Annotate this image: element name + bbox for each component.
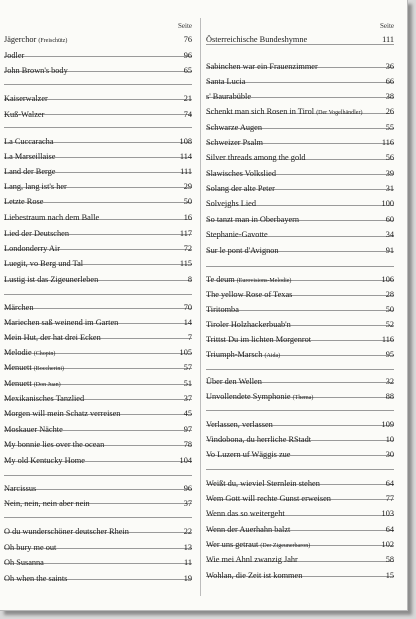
entry-title — [206, 213, 299, 227]
index-entry — [206, 197, 394, 211]
entry-title — [206, 121, 262, 135]
entry-title — [4, 346, 55, 361]
entry-title — [206, 182, 275, 196]
entry-title — [4, 392, 84, 406]
entry-title-text: Unvollendete Symphonie — [206, 392, 291, 401]
index-entry — [4, 497, 192, 511]
entry-page-number: 64 — [385, 525, 394, 534]
entry-title — [206, 390, 313, 405]
index-entry — [206, 136, 394, 150]
entry-title-text: Melodie — [4, 348, 32, 357]
entry-title-text: Land der Berge — [4, 167, 56, 176]
entry-title-text: Nein, nein, nein aber nein — [4, 499, 90, 508]
entry-title-text: My bonnie lies over the ocean — [4, 440, 105, 449]
entry-page-number: 29 — [183, 182, 192, 191]
entry-page-number: 111 — [180, 167, 192, 176]
entry-page-number: 96 — [183, 484, 192, 493]
entry-title-text: Menuett — [4, 363, 32, 372]
entry-subtitle: (Der Zigeunerbaron) — [260, 543, 311, 549]
entry-subtitle: (Boccherini) — [33, 366, 65, 372]
entry-title-text: Luegit, vo Berg und Tal — [4, 259, 84, 268]
seite-header-left: Seite — [178, 22, 192, 30]
index-entry — [206, 75, 394, 89]
entry-title-text: Märchen — [4, 303, 34, 312]
entry-page-number: 13 — [183, 543, 192, 552]
index-entry — [206, 60, 394, 74]
entry-title-text: O du wunderschöner deutscher Rhein — [4, 527, 129, 536]
entry-page-number: 19 — [183, 574, 192, 583]
entry-page-number: 60 — [385, 215, 394, 224]
entry-title-text: Über den Wellen — [206, 377, 262, 386]
entry-title-text: Solang der alte Peter — [206, 184, 275, 193]
entry-page-number: 56 — [385, 153, 394, 162]
entry-title — [206, 553, 298, 567]
entry-title — [206, 273, 291, 288]
entry-title-text: Jägerchor — [4, 35, 37, 44]
entry-title — [4, 33, 67, 48]
entry-title — [4, 361, 64, 376]
column-divider — [200, 18, 201, 596]
index-entry — [4, 423, 192, 437]
entry-title — [4, 316, 118, 330]
index-entry — [4, 301, 192, 315]
index-entry — [4, 150, 192, 164]
entry-title-text: Wer uns getraut — [206, 540, 259, 549]
seite-header-right: Seite — [380, 22, 394, 30]
entry-title-text: Lang, lang ist's her — [4, 182, 67, 191]
entry-title — [206, 348, 280, 363]
index-entry — [4, 331, 192, 345]
entry-page-number: 117 — [179, 229, 192, 238]
entry-page-number: 116 — [381, 335, 394, 344]
entry-title — [4, 572, 67, 586]
entry-title — [206, 75, 245, 89]
index-entry — [4, 64, 192, 78]
entry-title — [4, 227, 69, 241]
index-entry — [4, 195, 192, 209]
entry-page-number: 34 — [385, 230, 394, 239]
entry-page-number: 72 — [183, 244, 192, 253]
entry-title-text: Mexikanisches Tanzlied — [4, 394, 85, 403]
entry-title-text: Vindobona, du herrliche RStadt — [206, 435, 312, 444]
entry-page-number: 91 — [385, 246, 394, 255]
entry-title — [4, 331, 101, 345]
entry-title-text: Triumph-Marsch — [206, 350, 263, 359]
entry-title-text: Schweizer Psalm — [206, 138, 263, 147]
index-entry — [206, 167, 394, 181]
entry-title-text: Wenn der Auerhahn balzt — [206, 525, 291, 534]
entry-title — [4, 92, 48, 106]
entry-subtitle: (Chopin) — [33, 351, 56, 357]
entry-title-text: Mein Hut, der hat drei Ecken — [4, 333, 101, 342]
index-entry — [206, 418, 394, 432]
entry-title — [4, 211, 99, 225]
entry-title — [4, 556, 44, 570]
entry-title — [4, 407, 120, 421]
index-entry — [206, 538, 394, 552]
entry-title — [4, 482, 36, 496]
index-entry — [206, 244, 394, 258]
entry-title — [206, 492, 331, 506]
entry-page-number: 52 — [385, 320, 394, 329]
index-entry — [206, 477, 394, 491]
entry-title-text: Tiroler Holzhackerbuab'n — [206, 320, 291, 329]
index-entry — [4, 273, 192, 287]
entry-title — [206, 569, 302, 583]
entry-page-number: 28 — [385, 290, 394, 299]
entry-title-text: My old Kentucky Home — [4, 456, 85, 465]
entry-page-number: 10 — [385, 435, 394, 444]
entry-page-number: 104 — [179, 456, 192, 465]
entry-title — [206, 167, 276, 181]
ruled-line — [206, 266, 394, 267]
entry-title — [206, 538, 310, 553]
entry-title — [206, 523, 290, 537]
entry-title-text: Jodler — [4, 51, 25, 60]
entry-page-number: 22 — [183, 527, 192, 536]
index-entry — [206, 433, 394, 447]
index-entry — [206, 33, 394, 47]
ruled-line — [206, 369, 394, 370]
entry-title — [206, 507, 285, 521]
entry-title — [4, 150, 55, 164]
entry-title-text: Vo Luzern uf Wäggis zue — [206, 450, 291, 459]
index-entry — [206, 105, 394, 119]
entry-title-text: Slawisches Volkslied — [206, 169, 276, 178]
index-entry — [4, 407, 192, 421]
entry-title-text: Weißt du, wieviel Sternlein stehen — [206, 479, 320, 488]
entry-page-number: 106 — [381, 275, 394, 284]
entry-page-number: 8 — [187, 275, 192, 284]
entry-page-number: 78 — [183, 440, 192, 449]
entry-page-number: 55 — [385, 123, 394, 132]
ruled-line — [206, 469, 394, 470]
entry-subtitle: (Freischütz) — [38, 38, 68, 44]
entry-title-text: La Cuccaracha — [4, 137, 54, 146]
entry-title-text: Londonderry Air — [4, 244, 60, 253]
entry-title — [4, 525, 129, 539]
entry-page-number: 96 — [183, 51, 192, 60]
entry-title — [206, 197, 256, 211]
entry-page-number: 65 — [183, 66, 192, 75]
entry-page-number: 76 — [183, 35, 192, 44]
index-entry — [206, 553, 394, 567]
entry-title — [206, 105, 362, 120]
entry-page-number: 11 — [184, 558, 192, 567]
index-entry — [4, 438, 192, 452]
entry-title — [4, 377, 61, 392]
entry-page-number: 21 — [183, 94, 192, 103]
entry-subtitle: (Eurovisions-Melodie) — [236, 278, 292, 284]
index-entry — [4, 257, 192, 271]
entry-title-text: Kaiserwalzer — [4, 94, 48, 103]
entry-title-text: Sur le pont d'Avignon — [206, 246, 279, 255]
entry-title-text: Sabinchen war ein Frauenzimmer — [206, 62, 318, 71]
index-entry — [4, 165, 192, 179]
index-entry — [4, 135, 192, 149]
index-entry — [206, 375, 394, 389]
entry-subtitle: (Don Juan) — [33, 382, 61, 388]
entry-title-text: Schwarze Augen — [206, 123, 262, 132]
entry-page-number: 114 — [179, 152, 192, 161]
index-entry — [4, 49, 192, 63]
entry-subtitle: (Der Vogelhändler) — [316, 110, 363, 116]
index-entry — [4, 556, 192, 570]
entry-subtitle: (Aida) — [264, 353, 281, 359]
entry-title-text: Kuß-Walzer — [4, 110, 45, 119]
entry-title — [206, 448, 290, 462]
index-entry — [206, 182, 394, 196]
entry-title-text: Trittst Du im lichten Morgenrot — [206, 335, 312, 344]
entry-page-number: 108 — [179, 137, 192, 146]
entry-page-number: 37 — [183, 499, 192, 508]
entry-title-text: Santa Lucia — [206, 77, 246, 86]
index-entry — [4, 572, 192, 586]
entry-title-text: The yellow Rose of Texas — [206, 290, 293, 299]
entry-title — [4, 242, 60, 256]
entry-title — [4, 497, 90, 511]
index-entry — [206, 333, 394, 347]
entry-page-number: 26 — [385, 107, 394, 116]
index-entry — [4, 242, 192, 256]
entry-title — [4, 423, 63, 437]
entry-title-text: Wenn das so weitergeht — [206, 509, 285, 518]
index-entry — [4, 377, 192, 391]
entry-title — [4, 180, 67, 194]
ruled-line — [4, 294, 192, 295]
index-entry — [206, 273, 394, 287]
entry-page-number: 32 — [385, 377, 394, 386]
entry-title-text: Österreichische Bundeshymne — [206, 35, 308, 44]
entry-title-text: La Marseillaise — [4, 152, 56, 161]
entry-page-number: 70 — [183, 303, 192, 312]
index-entry — [206, 523, 394, 537]
entry-title — [206, 60, 318, 74]
entry-title — [4, 64, 68, 78]
ruled-line — [206, 410, 394, 411]
index-entry — [4, 316, 192, 330]
entry-title-text: Lustig ist das Zigeunerleben — [4, 275, 99, 284]
entry-page-number: 66 — [385, 77, 394, 86]
entry-title-text: Morgen will mein Schatz verreisen — [4, 409, 121, 418]
index-entry — [4, 92, 192, 106]
entry-page-number: 109 — [381, 420, 394, 429]
entry-page-number: 37 — [183, 394, 192, 403]
entry-title — [206, 136, 263, 150]
index-entry — [206, 90, 394, 104]
entry-title — [4, 195, 43, 209]
index-entry — [4, 346, 192, 360]
index-entry — [4, 482, 192, 496]
index-entry — [4, 211, 192, 225]
entry-title — [206, 333, 311, 347]
index-entry — [206, 151, 394, 165]
entry-title — [4, 49, 24, 63]
entry-page-number: 51 — [183, 379, 192, 388]
entry-title-text: Lied der Deutschen — [4, 229, 69, 238]
entry-title-text: Menuett — [4, 379, 32, 388]
entry-title — [206, 288, 292, 302]
entry-title — [4, 108, 44, 122]
entry-title-text: Liebestraum nach dem Balle — [4, 213, 100, 222]
entry-page-number: 115 — [179, 259, 192, 268]
entry-title — [206, 151, 306, 165]
entry-page-number: 38 — [385, 92, 394, 101]
entry-page-number: 16 — [183, 213, 192, 222]
entry-title-text: Letzte Rose — [4, 197, 44, 206]
entry-title-text: Schenkt man sich Rosen in Tirol — [206, 107, 315, 116]
entry-page-number: 15 — [385, 571, 394, 580]
entry-title — [206, 477, 320, 491]
index-entry — [206, 569, 394, 583]
index-entry — [4, 392, 192, 406]
entry-title — [206, 433, 311, 447]
entry-title-text: Silver threads among the gold — [206, 153, 306, 162]
entry-page-number: 97 — [183, 425, 192, 434]
index-entry — [4, 180, 192, 194]
entry-page-number: 95 — [385, 350, 394, 359]
entry-page-number: 39 — [385, 169, 394, 178]
entry-page-number: 7 — [187, 333, 192, 342]
entry-title-text: Tiritomba — [206, 305, 239, 314]
entry-page-number: 50 — [183, 197, 192, 206]
index-entry — [4, 108, 192, 122]
ruled-line — [4, 84, 192, 85]
entry-title — [206, 33, 307, 47]
entry-page-number: 14 — [183, 318, 192, 327]
entry-page-number: 105 — [179, 348, 192, 357]
entry-page-number: 30 — [385, 450, 394, 459]
entry-title-text: Moskauer Nächte — [4, 425, 63, 434]
entry-title — [4, 438, 104, 452]
entry-title — [4, 541, 56, 555]
entry-page-number: 45 — [183, 409, 192, 418]
entry-title-text: Narcissus — [4, 484, 37, 493]
entry-title-text: Oh bury me out — [4, 543, 57, 552]
index-entry — [206, 228, 394, 242]
entry-title — [4, 454, 85, 468]
index-entry — [206, 318, 394, 332]
entry-page-number: 58 — [385, 555, 394, 564]
index-entry — [4, 525, 192, 539]
entry-page-number: 102 — [381, 540, 394, 549]
index-entry — [206, 492, 394, 506]
entry-title-text: Wie mei Ahnl zwanzig Jahr — [206, 555, 298, 564]
entry-title-text: Verlassen, verlassen — [206, 420, 273, 429]
entry-title-text: Wohlan, die Zeit ist kommen — [206, 571, 303, 580]
entry-title-text: So tanzt man in Oberbayern — [206, 215, 300, 224]
index-entry — [206, 448, 394, 462]
entry-subtitle: (Thema) — [292, 395, 314, 401]
entry-page-number: 50 — [385, 305, 394, 314]
entry-page-number: 57 — [183, 363, 192, 372]
ruled-line — [4, 475, 192, 476]
entry-title — [206, 303, 239, 317]
entry-title-text: Wem Gott will rechte Gunst erweisen — [206, 494, 331, 503]
entry-title-text: John Brown's body — [4, 66, 68, 75]
entry-page-number: 88 — [385, 392, 394, 401]
entry-title — [206, 375, 262, 389]
entry-title — [206, 318, 291, 332]
index-entry — [206, 121, 394, 135]
entry-title — [206, 90, 251, 104]
index-entry — [4, 541, 192, 555]
entry-title — [4, 273, 98, 287]
entry-page-number: 103 — [381, 509, 394, 518]
entry-page-number: 36 — [385, 62, 394, 71]
index-entry — [206, 390, 394, 404]
entry-page-number: 64 — [385, 479, 394, 488]
entry-page-number: 31 — [385, 184, 394, 193]
entry-title-text: Stephanie-Gavotte — [206, 230, 268, 239]
index-entry — [206, 507, 394, 521]
ruled-line — [4, 517, 192, 518]
entry-title — [206, 244, 279, 258]
entry-title-text: Te deum — [206, 275, 235, 284]
index-entry — [206, 288, 394, 302]
index-entry — [4, 361, 192, 375]
entry-title-text: Oh Susanna — [4, 558, 44, 567]
entry-title-text: Mariechen saß weinend im Garten — [4, 318, 119, 327]
ruled-line — [4, 127, 192, 128]
entry-page-number: 77 — [385, 494, 394, 503]
entry-title — [4, 301, 34, 315]
index-entry — [4, 454, 192, 468]
entry-title — [206, 418, 273, 432]
entry-title-text: Solvejghs Lied — [206, 199, 257, 208]
entry-page-number: 74 — [183, 110, 192, 119]
index-entry — [206, 213, 394, 227]
entry-page-number: 100 — [381, 199, 394, 208]
index-entry — [4, 227, 192, 241]
entry-page-number: 111 — [382, 35, 394, 44]
entry-title-text: Oh when the saints — [4, 574, 68, 583]
entry-page-number: 116 — [381, 138, 394, 147]
index-entry — [206, 303, 394, 317]
entry-title-text: s' Baurabüble — [206, 92, 252, 101]
entry-title — [4, 135, 54, 149]
index-entry — [206, 348, 394, 362]
entry-title — [4, 257, 83, 271]
index-entry — [4, 33, 192, 47]
entry-title — [4, 165, 55, 179]
entry-title — [206, 228, 268, 242]
